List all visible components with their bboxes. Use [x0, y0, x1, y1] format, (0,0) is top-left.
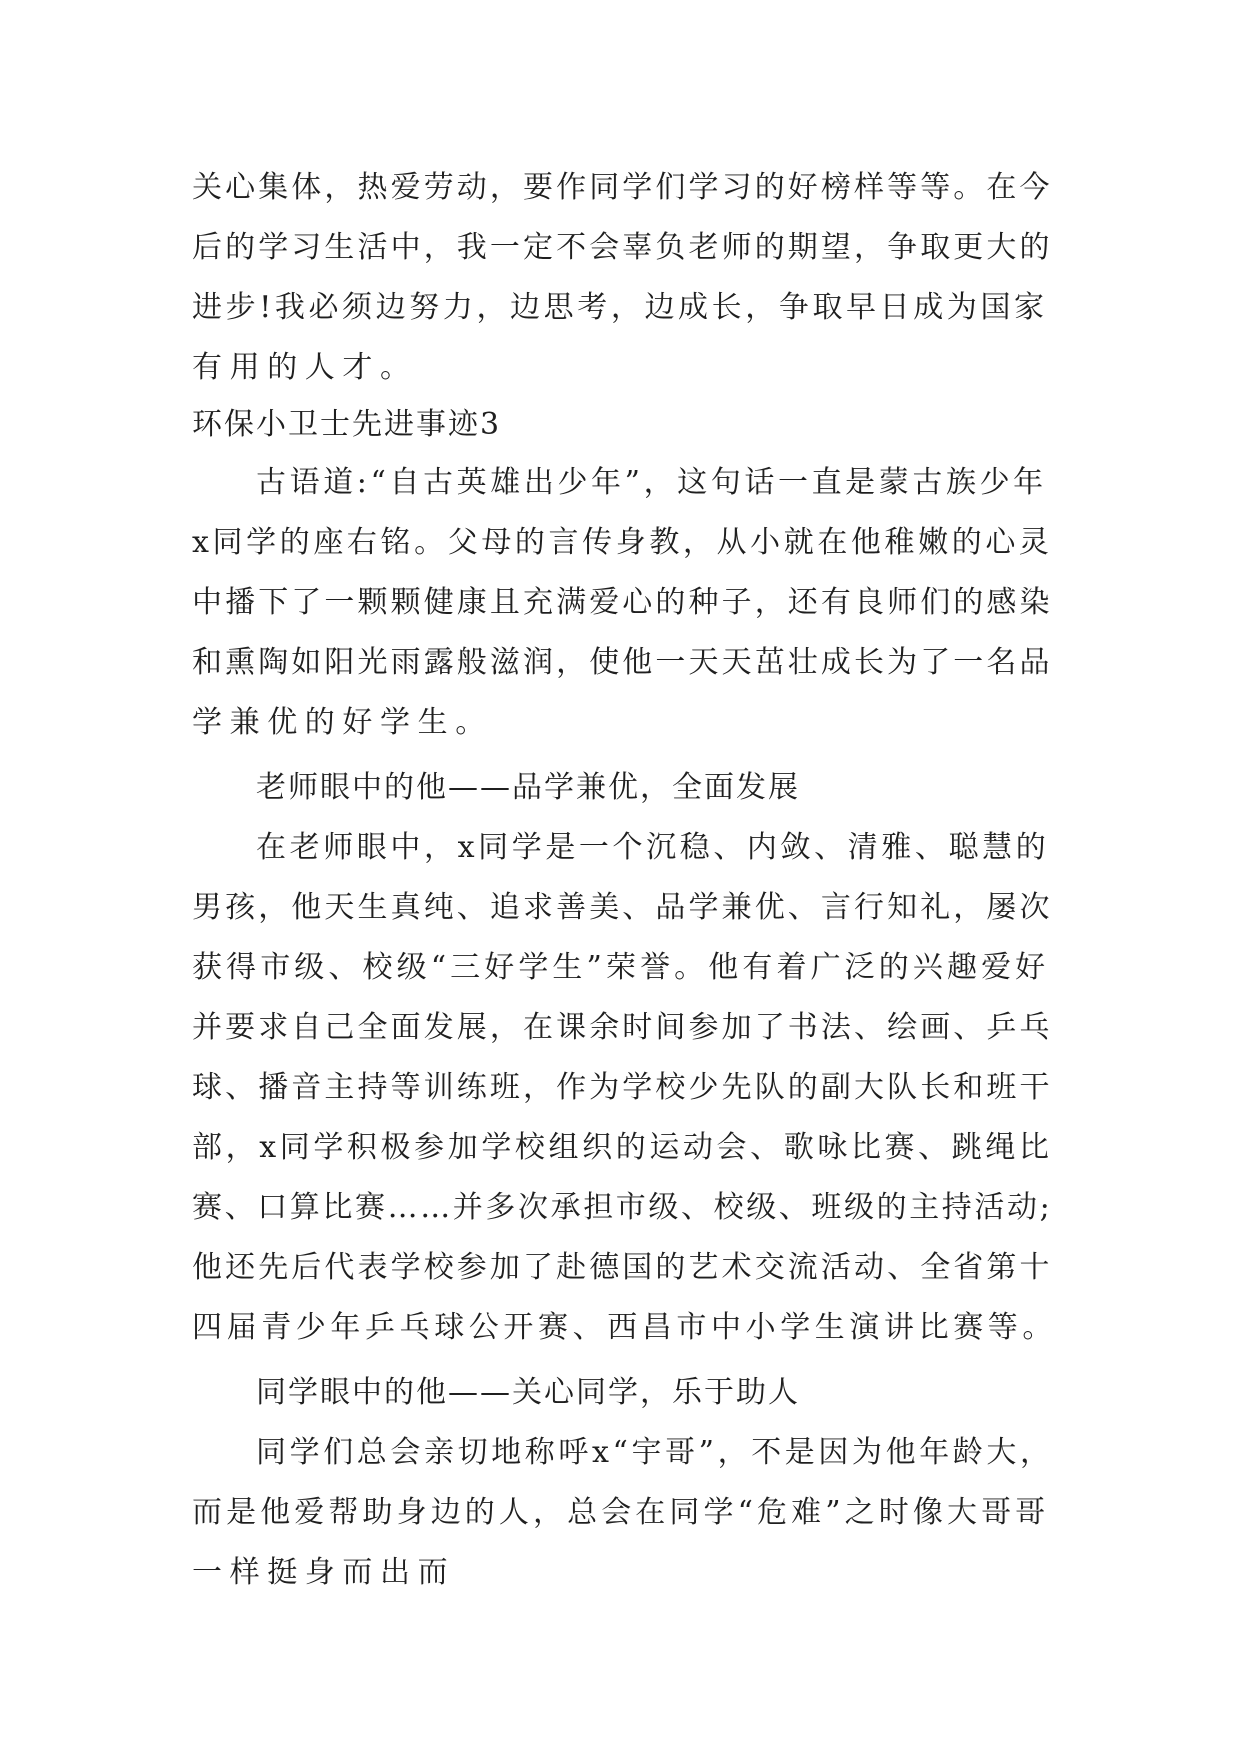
paragraph-line: 后的学习生活中，我一定不会辜负老师的期望，争取更大的 — [192, 230, 1053, 265]
paragraph-line: 而是他爱帮助身边的人，总会在同学“危难”之时像大哥哥 — [192, 1495, 1050, 1530]
section-heading: 环保小卫士先进事迹3 — [192, 407, 502, 442]
paragraph-line: 他还先后代表学校参加了赴德国的艺术交流活动、全省第十 — [192, 1250, 1053, 1285]
paragraph-line: 和熏陶如阳光雨露般滋润，使他一天天茁壮成长为了一名品 — [192, 645, 1053, 680]
paragraph-line: 同学们总会亲切地称呼x“宇哥”，不是因为他年龄大， — [256, 1435, 1054, 1470]
paragraph-line: 四届青少年乒乓球公开赛、西昌市中小学生演讲比赛等。 — [192, 1310, 1057, 1345]
paragraph-line: 获得市级、校级“三好学生”荣誉。他有着广泛的兴趣爱好 — [192, 950, 1050, 985]
paragraph-line: 进步!我必须边努力，边思考，边成长，争取早日成为国家 — [192, 290, 1048, 325]
paragraph-line: 中播下了一颗颗健康且充满爱心的种子，还有良师们的感染 — [192, 585, 1053, 620]
paragraph-line: 部，x同学积极参加学校组织的运动会、歌咏比赛、跳绳比 — [192, 1130, 1053, 1165]
subsection-heading: 同学眼中的他——关心同学，乐于助人 — [256, 1375, 800, 1410]
paragraph-line: 学兼优的好学生。 — [192, 705, 493, 740]
paragraph-line: 球、播音主持等训练班，作为学校少先队的副大队长和班干 — [192, 1070, 1053, 1105]
subsection-heading: 老师眼中的他——品学兼优，全面发展 — [256, 770, 800, 805]
paragraph-line: 在老师眼中，x同学是一个沉稳、内敛、清雅、聪慧的 — [256, 830, 1050, 865]
paragraph-line: 男孩，他天生真纯、追求善美、品学兼优、言行知礼，屡次 — [192, 890, 1053, 925]
paragraph-line: 一样挺身而出而 — [192, 1555, 456, 1590]
paragraph-line: 古语道:“自古英雄出少年”，这句话一直是蒙古族少年 — [256, 465, 1047, 500]
paragraph-line: 关心集体，热爱劳动，要作同学们学习的好榜样等等。在今 — [192, 170, 1053, 205]
paragraph-line: 有用的人才。 — [192, 350, 418, 385]
paragraph-line: 并要求自己全面发展，在课余时间参加了书法、绘画、乒乓 — [192, 1010, 1053, 1045]
paragraph-line: x同学的座右铭。父母的言传身教，从小就在他稚嫩的心灵 — [192, 525, 1053, 560]
paragraph-line: 赛、口算比赛……并多次承担市级、校级、班级的主持活动; — [192, 1190, 1053, 1225]
